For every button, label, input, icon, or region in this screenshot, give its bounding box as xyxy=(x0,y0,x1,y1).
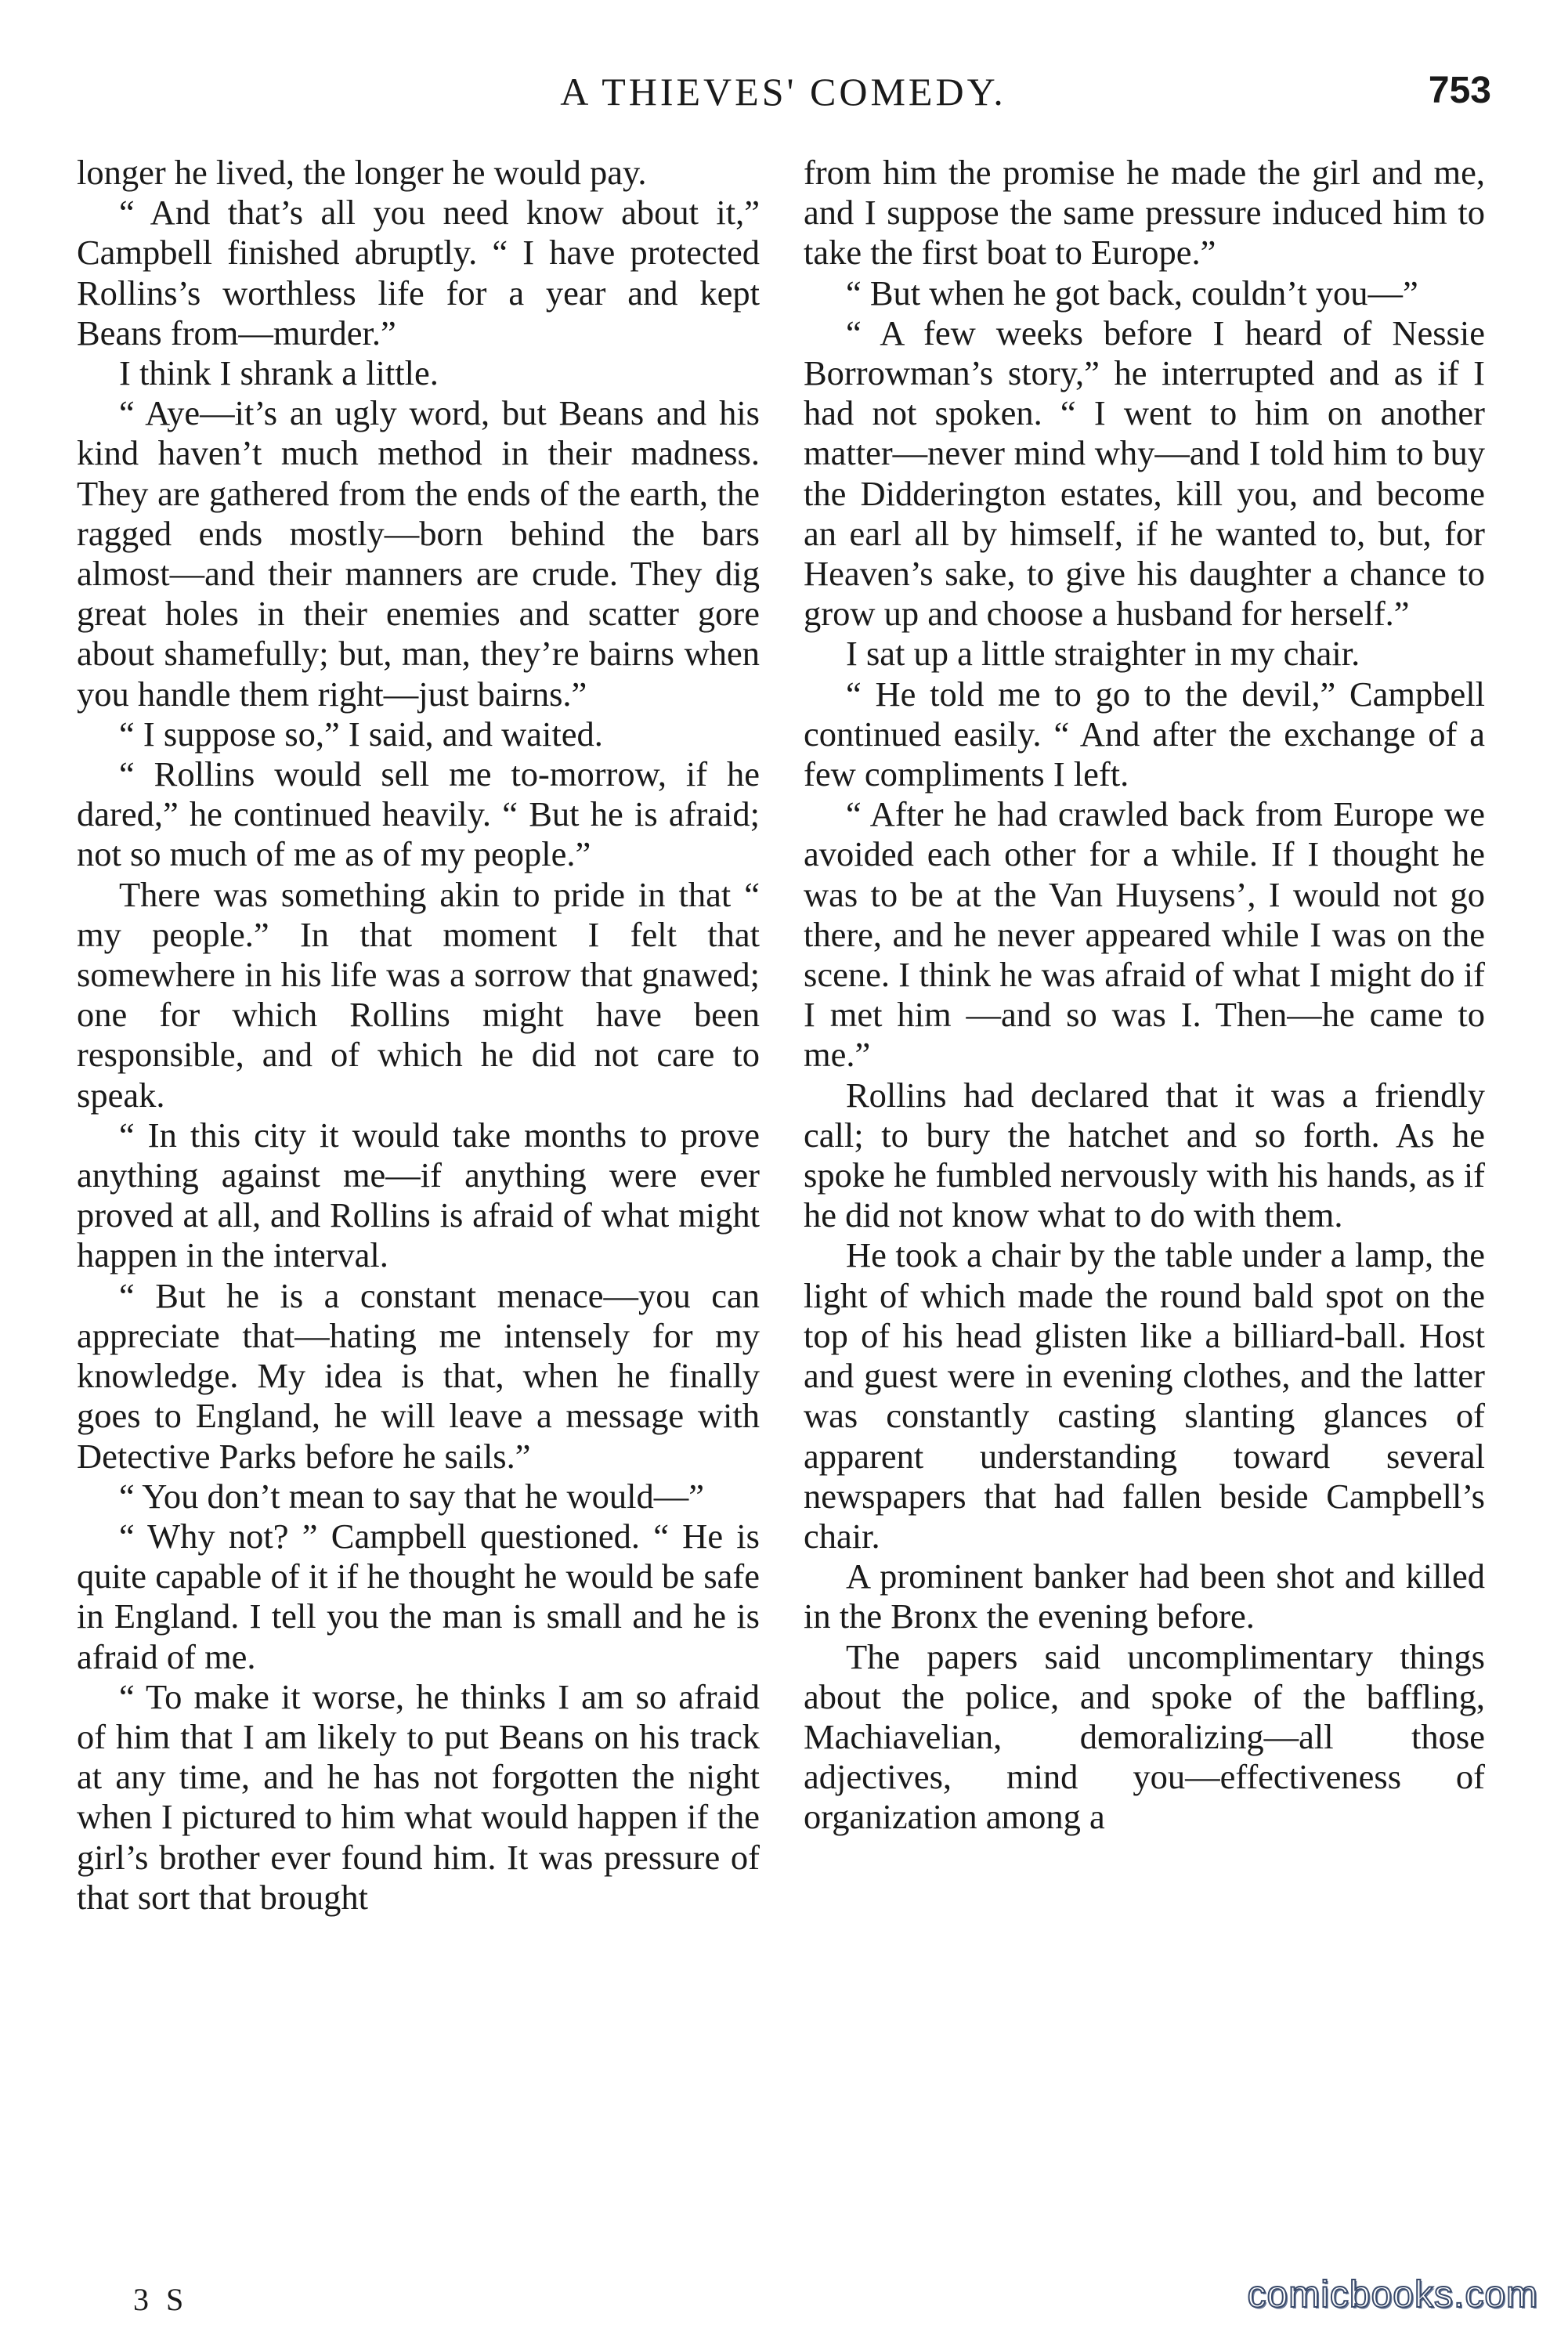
paragraph: “ Why not? ” Campbell questioned. “ He is quite capable of it if he thought he would be safe in England. I tell you the man is small and he is afraid of me. xyxy=(77,1516,760,1676)
paragraph: “ I suppose so,” I said, and waited. xyxy=(119,714,603,754)
running-title: A THIEVES' COMEDY. xyxy=(560,70,1006,114)
paragraph: “ A few weeks before I heard of Nessie Borrowman’s story,” he interrupted and as if I had not spoken. “ I went to him on another matter—never mind why—and I told him to buy the Didderington estates, kill you, and become an earl all by himself, if he wanted to, but, for Heaven’s sake, to give his daughter a chance to grow up and choose a husband for herself.” xyxy=(804,313,1485,634)
left-column xyxy=(77,153,760,1918)
paragraph: “ After he had crawled back from Europe we avoided each other for a while. If I thought he was to be at the Van Huysens’, I would not go there, and he never appeared while I was on the scene. I think he was afraid of what I might do if I met him —and so was I. Then—he came to me.” xyxy=(804,794,1485,1075)
paragraph: There was something akin to pride in that “ my people.” In that moment I felt that somewhere in his life was a sorrow that gnawed; one for which Rollins might have been responsible, and of which he did not care to speak. xyxy=(77,874,760,1115)
paragraph: from him the promise he made the girl and me, and I suppose the same pressure induced him to take the first boat to Europe.” xyxy=(804,153,1485,273)
paragraph: “ To make it worse, he thinks I am so afraid of him that I am likely to put Beans on his track at any time, and he has not forgotten the night when I pictured to him what would happen if the girl’s brother ever found him. It was pressure of that sort that brought xyxy=(77,1676,760,1917)
page-number: 753 xyxy=(1428,70,1491,111)
paragraph: “ He told me to go to the devil,” Campbell continued easily. “ And after the exchange of a few compliments I left. xyxy=(804,674,1485,794)
right-column xyxy=(804,153,1485,1838)
paragraph: A prominent banker had been shot and killed in the Bronx the evening before. xyxy=(804,1556,1485,1636)
paragraph: I think I shrank a little. xyxy=(119,353,439,393)
paragraph: “ And that’s all you need know about it,” Campbell finished abruptly. “ I have protected Rollins’s worthless life for a year and kept Beans from—murder.” xyxy=(77,193,760,352)
paragraph: He took a chair by the table under a lamp, the light of which made the round bald spot on the top of his head glisten like a billiard-ball. Host and guest were in evening clothes, and the latter was constantly casting slanting glances of apparent understanding toward several newspapers that had fallen beside Campbell’s chair. xyxy=(804,1235,1485,1556)
paragraph: “ You don’t mean to say that he would—” xyxy=(119,1476,704,1516)
paragraph: “ Aye—it’s an ugly word, but Beans and his kind haven’t much method in their madness. They are gathered from the ends of the earth, the ragged ends mostly—born behind the bars almost—and their manners are crude. They dig great holes in their enemies and scatter gore about shamefully; but, man, they’re bairns when you handle them right—just bairns.” xyxy=(77,393,760,714)
site-watermark: comicbooks.com xyxy=(1247,2274,1538,2316)
running-head xyxy=(78,69,1491,124)
printer-signature-mark: 3 S xyxy=(133,2282,189,2317)
paragraph: “ Rollins would sell me to-morrow, if he dared,” he continued heavily. “ But he is afraid; not so much of me as of my people.” xyxy=(77,754,760,874)
paragraph: longer he lived, the longer he would pay. xyxy=(77,153,647,192)
paragraph: Rollins had declared that it was a friendly call; to bury the hatchet and so forth. As he spoke he fumbled nervously with his hands, as if he did not know what to do with them. xyxy=(804,1075,1485,1235)
paragraph: “ But he is a constant menace—you can appreciate that—hating me intensely for my knowledge. My idea is that, when he finally goes to England, he will leave a message with Detective Parks before he sails.” xyxy=(77,1275,760,1476)
paragraph: I sat up a little straighter in my chair. xyxy=(846,634,1360,674)
paragraph: The papers said uncomplimentary things about the police, and spoke of the baffling, Machiavelian, demoralizing—all those adjectives, mind you—effectiveness of organization among a xyxy=(804,1636,1485,1837)
paragraph: “ In this city it would take months to prove anything against me—if anything were ever proved at all, and Rollins is afraid of what might happen in the interval. xyxy=(77,1115,760,1275)
paragraph: “ But when he got back, couldn’t you—” xyxy=(846,273,1418,313)
